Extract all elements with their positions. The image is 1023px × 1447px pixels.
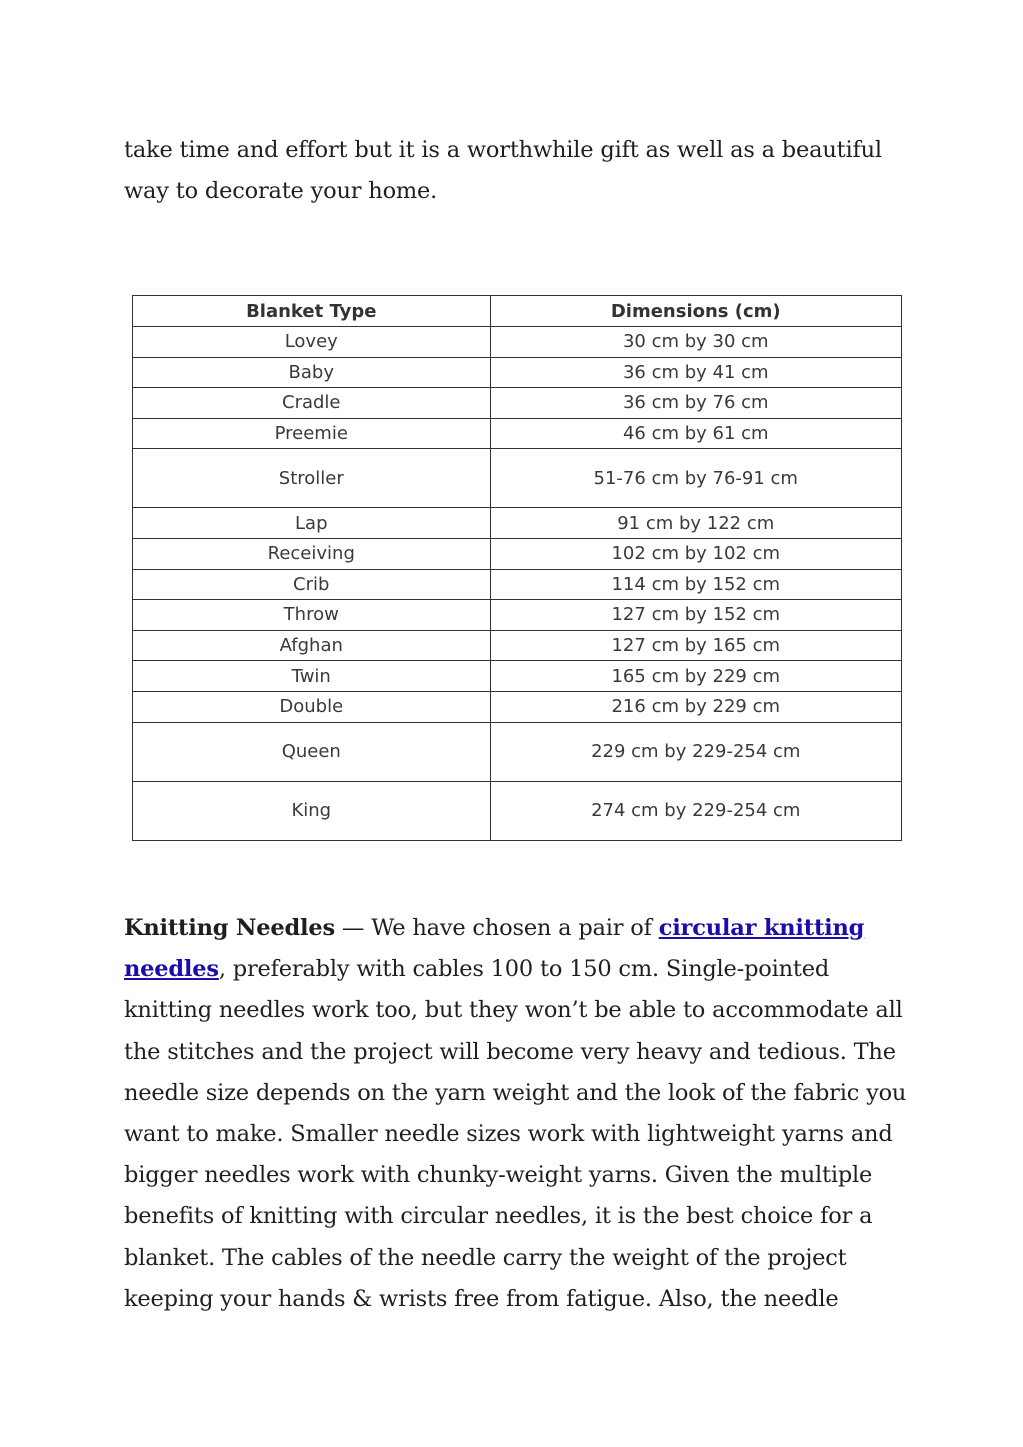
table-row	[133, 388, 902, 419]
table-row	[133, 418, 902, 449]
table-row	[133, 630, 902, 661]
blanket-type-cell: Baby	[133, 357, 491, 388]
blanket-size-table	[132, 295, 902, 841]
table-row	[133, 449, 902, 508]
blanket-type-cell: Queen	[133, 722, 491, 781]
blanket-type-cell: Stroller	[133, 449, 491, 508]
table-row	[133, 357, 902, 388]
dimensions-cell: 114 cm by 152 cm	[490, 569, 901, 600]
dimensions-cell: 91 cm by 122 cm	[490, 508, 901, 539]
blanket-type-cell: Lovey	[133, 327, 491, 358]
dimensions-cell: 102 cm by 102 cm	[490, 538, 901, 569]
blanket-type-cell: Cradle	[133, 388, 491, 419]
dimensions-cell: 229 cm by 229-254 cm	[490, 722, 901, 781]
blanket-type-cell: King	[133, 781, 491, 840]
blanket-type-cell: Preemie	[133, 418, 491, 449]
blanket-type-cell: Double	[133, 691, 491, 722]
dimensions-cell: 46 cm by 61 cm	[490, 418, 901, 449]
knitting-needles-paragraph	[124, 908, 914, 1320]
blanket-type-cell: Throw	[133, 600, 491, 631]
table-row	[133, 508, 902, 539]
blanket-type-cell: Lap	[133, 508, 491, 539]
dimensions-cell: 36 cm by 76 cm	[490, 388, 901, 419]
dimensions-cell: 51-76 cm by 76-91 cm	[490, 449, 901, 508]
dimensions-cell: 127 cm by 152 cm	[490, 600, 901, 631]
table-row	[133, 781, 902, 840]
table-row	[133, 569, 902, 600]
table-row	[133, 538, 902, 569]
section-heading: Knitting Needles	[124, 915, 335, 941]
table-row	[133, 691, 902, 722]
blanket-type-cell: Crib	[133, 569, 491, 600]
table-header-row	[133, 296, 902, 327]
blanket-type-cell: Afghan	[133, 630, 491, 661]
blanket-type-cell: Twin	[133, 661, 491, 692]
dimensions-cell: 165 cm by 229 cm	[490, 661, 901, 692]
dimensions-cell: 30 cm by 30 cm	[490, 327, 901, 358]
circular-knitting-needles-link[interactable]: circular knitting needles	[124, 915, 865, 983]
header-blanket-type: Blanket Type	[133, 296, 491, 327]
table-row	[133, 327, 902, 358]
dimensions-cell: 274 cm by 229-254 cm	[490, 781, 901, 840]
header-dimensions: Dimensions (cm)	[490, 296, 901, 327]
dimensions-cell: 216 cm by 229 cm	[490, 691, 901, 722]
blanket-type-cell: Receiving	[133, 538, 491, 569]
paragraph-lead-text: — We have chosen a pair of	[334, 915, 659, 941]
table-row	[133, 661, 902, 692]
dimensions-cell: 36 cm by 41 cm	[490, 357, 901, 388]
table-row	[133, 600, 902, 631]
intro-paragraph: take time and effort but it is a worthwhile gift as well as a beautiful way to decorate your home.	[124, 137, 882, 205]
table-row	[133, 722, 902, 781]
paragraph-body-text: , preferably with cables 100 to 150 cm. Single-pointed knitting needles work too, but they won’t be able to accommodate all the stitches and the project will become very heavy and tedious. The needle size depends on the yarn weight and the look of the fabric you want to make. Smaller needle sizes work with lightweight yarns and bigger needles work with chunky-weight yarns. Given the multiple benefits of knitting with circular needles, it is the best choice for a blanket. The cables of the needle carry the weight of the project keeping your hands & wrists free from fatigue. Also, the needle	[124, 956, 907, 1312]
dimensions-cell: 127 cm by 165 cm	[490, 630, 901, 661]
